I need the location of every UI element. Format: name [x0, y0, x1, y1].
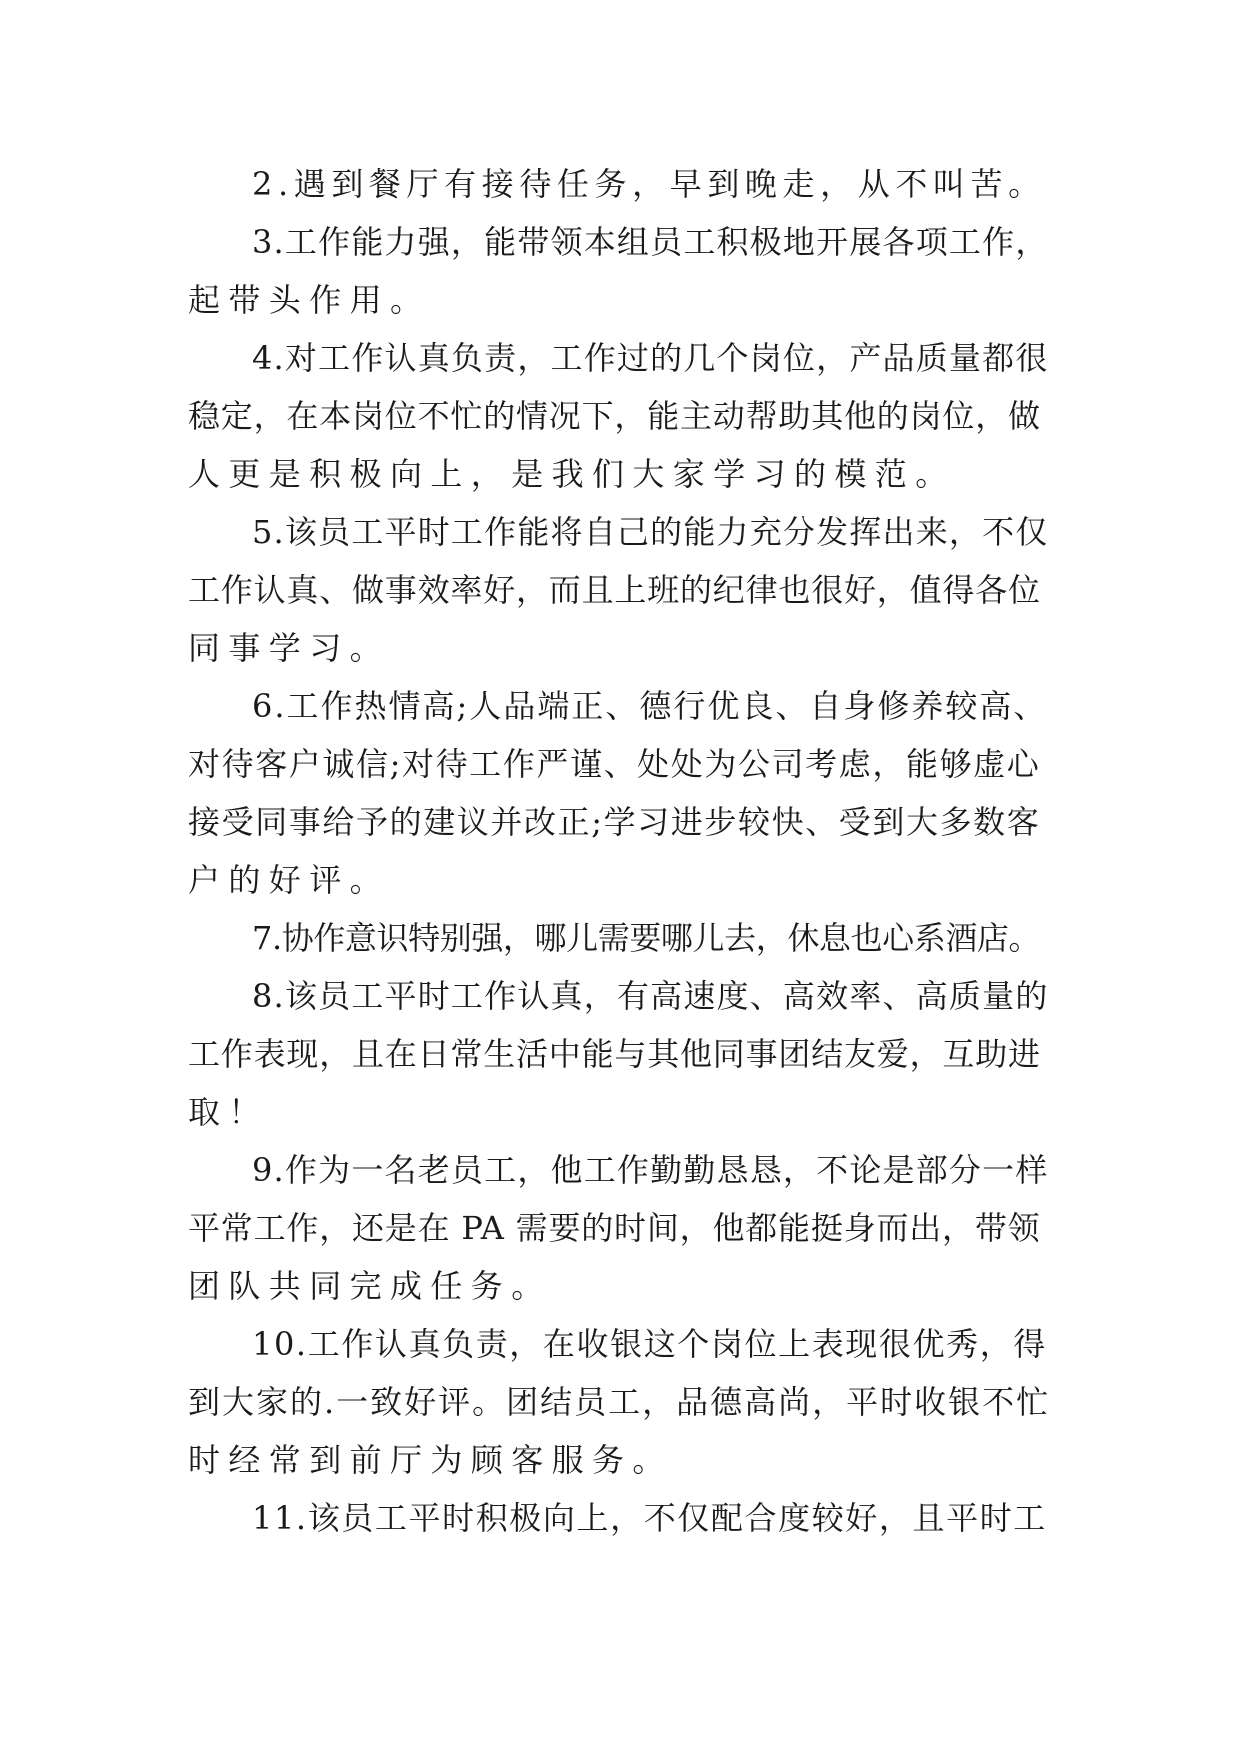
text-line: 稳定，在本岗位不忙的情况下，能主动帮助其他的岗位，做	[188, 397, 1041, 435]
text-line: 10.工作认真负责，在收银这个岗位上表现很优秀，得	[252, 1325, 1047, 1363]
text-line: 对待客户诚信;对待工作严谨、处处为公司考虑，能够虚心	[188, 745, 1041, 783]
text-line: 到大家的.一致好评。团结员工，品德高尚，平时收银不忙	[188, 1383, 1051, 1421]
text-line: 5.该员工平时工作能将自己的能力充分发挥出来，不仅	[252, 513, 1049, 551]
text-line: 同事学习。	[188, 629, 391, 667]
text-line: 8.该员工平时工作认真，有高速度、高效率、高质量的	[252, 977, 1049, 1015]
text-line: 工作表现，且在日常生活中能与其他同事团结友爱，互助进	[188, 1035, 1041, 1073]
text-line: 4.对工作认真负责，工作过的几个岗位，产品质量都很	[252, 339, 1049, 377]
text-line: 起带头作用。	[188, 281, 431, 319]
text-line: 6.工作热情高;人品端正、德行优良、自身修养较高、	[252, 687, 1048, 725]
text-line: 9.作为一名老员工，他工作勤勤恳恳，不论是部分一样	[252, 1151, 1049, 1189]
text-line: 2.遇到餐厅有接待任务，早到晚走，从不叫苦。	[252, 165, 1046, 203]
text-line: 团队共同完成任务。	[188, 1267, 552, 1305]
text-line: 7.协作意识特别强，哪儿需要哪儿去，休息也心系酒店。	[252, 919, 1041, 957]
text-line: 3.工作能力强，能带领本组员工积极地开展各项工作，	[252, 223, 1049, 261]
text-line: 取！	[188, 1093, 269, 1131]
text-line: 时经常到前厅为顾客服务。	[188, 1441, 673, 1479]
text-line: 接受同事给予的建议并改正;学习进步较快、受到大多数客	[188, 803, 1041, 841]
text-line: 工作认真、做事效率好，而且上班的纪律也很好，值得各位	[188, 571, 1041, 609]
text-line: 平常工作，还是在 PA 需要的时间，他都能挺身而出，带领	[188, 1209, 1041, 1247]
text-line: 11.该员工平时积极向上，不仅配合度较好，且平时工	[252, 1499, 1047, 1537]
text-line: 户的好评。	[188, 861, 391, 899]
text-line: 人更是积极向上，是我们大家学习的模范。	[188, 455, 956, 493]
